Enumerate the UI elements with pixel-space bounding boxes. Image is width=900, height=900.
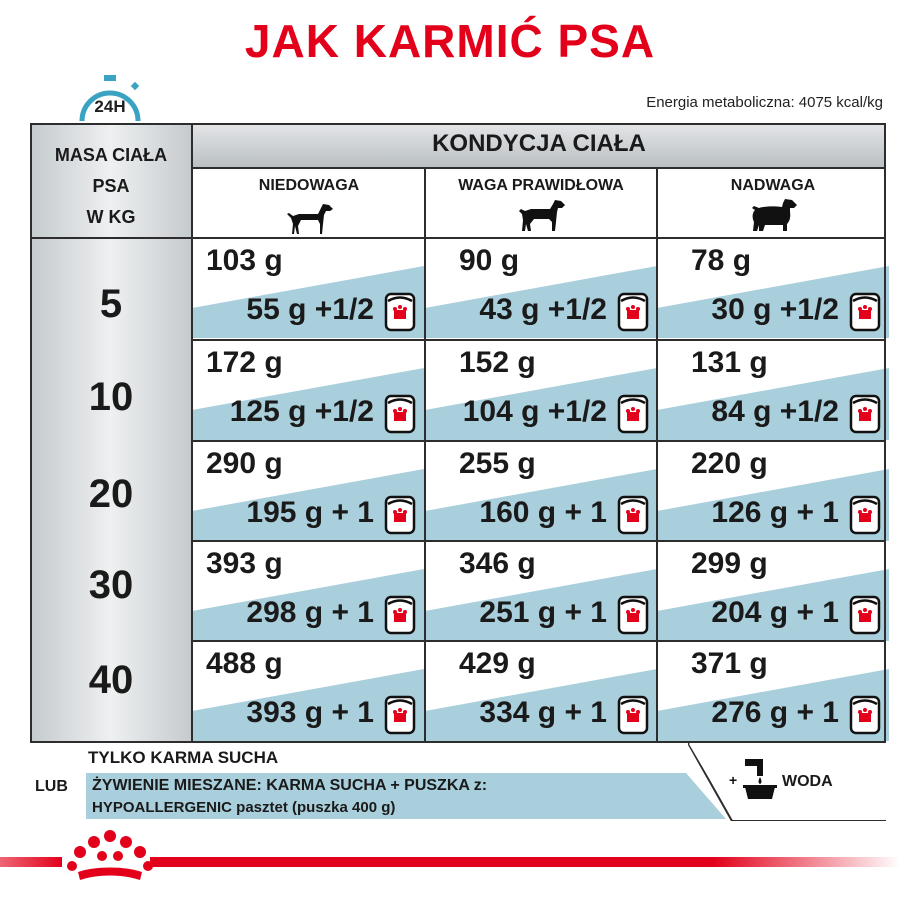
dry-amount: 172 g — [206, 346, 283, 379]
mixed-amount: 334 g + 1 — [479, 696, 607, 729]
dry-amount: 90 g — [459, 244, 520, 277]
legend-mixed-line1: ŻYWIENIE MIESZANE: KARMA SUCHA + PUSZKA z: — [92, 777, 488, 794]
dry-amount: 371 g — [691, 647, 768, 680]
mass-header-line: PSA — [92, 176, 130, 196]
dry-amount: 78 g — [691, 244, 752, 277]
brand-line — [150, 857, 900, 867]
mixed-amount: 43 g +1/2 — [479, 293, 607, 326]
condition-header: KONDYCJA CIAŁA — [432, 130, 646, 157]
dry-amount: 429 g — [459, 647, 536, 680]
dry-amount: 299 g — [691, 547, 768, 580]
mixed-amount: 195 g + 1 — [246, 496, 374, 529]
royal-crown-logo-icon — [60, 828, 160, 888]
mass-value: 20 — [88, 472, 134, 516]
dry-amount: 255 g — [459, 447, 536, 480]
brand-line-left — [0, 857, 62, 867]
mixed-amount: 84 g +1/2 — [711, 395, 839, 428]
mixed-amount: 160 g + 1 — [479, 496, 607, 529]
mixed-amount: 104 g +1/2 — [462, 395, 607, 428]
page-title: JAK KARMIĆ PSA — [244, 15, 656, 67]
dry-amount: 290 g — [206, 447, 283, 480]
mass-value: 30 — [88, 563, 134, 607]
dry-amount: 220 g — [691, 447, 768, 480]
dry-amount: 393 g — [206, 547, 283, 580]
mixed-amount: 204 g + 1 — [711, 596, 839, 629]
svg-text:+: + — [729, 772, 738, 788]
mixed-amount: 30 g +1/2 — [711, 293, 839, 326]
dry-amount: 346 g — [459, 547, 536, 580]
mass-header-line: MASA CIAŁA — [54, 145, 168, 165]
feeding-table-frame — [30, 123, 886, 743]
mixed-amount: 251 g + 1 — [479, 596, 607, 629]
mass-header-line: W KG — [86, 207, 136, 227]
mixed-amount: 125 g +1/2 — [229, 395, 374, 428]
clock-label: 24H — [94, 97, 126, 116]
column-header-overweight: NADWAGA — [730, 177, 816, 194]
dry-amount: 103 g — [206, 244, 283, 277]
legend-water: WODA — [782, 773, 833, 790]
column-header-normal: WAGA PRAWIDŁOWA — [458, 177, 624, 194]
mixed-amount: 126 g + 1 — [711, 496, 839, 529]
legend-dry-only: TYLKO KARMA SUCHA — [88, 748, 279, 767]
mass-value: 10 — [88, 375, 134, 419]
mass-value: 40 — [88, 658, 134, 702]
energy-info: Energia metaboliczna: 4075 kcal/kg — [646, 94, 883, 111]
mixed-amount: 298 g + 1 — [246, 596, 374, 629]
mixed-amount: 55 g +1/2 — [246, 293, 374, 326]
water-bowl-icon — [727, 755, 777, 805]
column-header-underweight: NIEDOWAGA — [258, 177, 360, 194]
dry-amount: 131 g — [691, 346, 768, 379]
legend-mixed-line2: HYPOALLERGENIC pasztet (puszka 400 g) — [92, 799, 396, 816]
mass-value: 5 — [99, 282, 123, 326]
mixed-amount: 276 g + 1 — [711, 696, 839, 729]
mixed-amount: 393 g + 1 — [246, 696, 374, 729]
legend-or: LUB — [35, 778, 68, 795]
dry-amount: 488 g — [206, 647, 283, 680]
dry-amount: 152 g — [459, 346, 536, 379]
